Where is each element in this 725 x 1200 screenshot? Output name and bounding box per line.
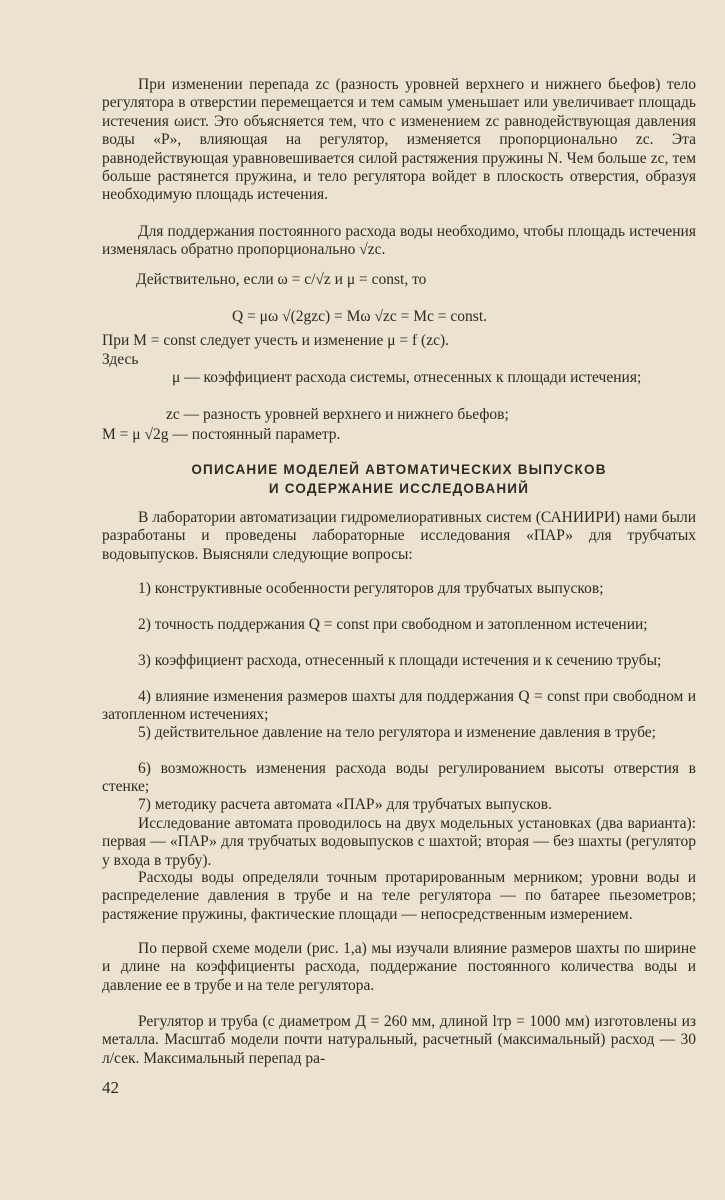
formula-m-const: При M = const следует учесть и изменение μ = f (zс). [102, 332, 450, 349]
section-heading-line-2: И СОДЕРЖАНИЕ ИССЛЕДОВАНИЙ [268, 481, 530, 496]
formula-omega: Действительно, если ω = c/√z и μ = const, то [136, 271, 427, 288]
list-item-5: 5) действительное давление на тело регулятора и изменение давления в трубе; [138, 724, 656, 741]
paragraph-first-scheme: По первой схеме модели (рис. 1,а) мы изучали влияние размеров шахты по ширине и длине на коэффициенты расхода, поддержание постоянного количества воды и давление ее в трубе и на теле регулятора. [102, 940, 696, 994]
definition-zc: zс — разность уровней верхнего и нижнего бьефов; [166, 406, 509, 423]
definition-mu: μ — коэффициент расхода системы, отнесенных к площади истечения; [172, 369, 642, 386]
section-heading-line-1: ОПИСАНИЕ МОДЕЛЕЙ АВТОМАТИЧЕСКИХ ВЫПУСКОВ [191, 462, 607, 477]
paragraph-lab-research: В лаборатории автоматизации гидромелиоративных систем (САНИИРИ) нами были разработаны и проведены лабораторные исследования «ПАР» для трубчатых водовыпусков. Выясняли следующие вопросы: [102, 509, 696, 563]
paragraph-regulator-operation: При изменении перепада zс (разность уровней верхнего и нижнего бьефов) тело регулятора в отверстии перемещается и тем самым уменьшает или увеличивает площадь истечения ωист. Это объясняется тем, что с изменением zс равнодействующая давления воды «P», влияющая на регулятор, изменяется пропорционально zс. Эта равнодействующая уравновешивается силой растяжения пружины N. Чем больше zс, тем больше растянется пружина, и тело регулятора войдет в плоскость отверстия, образуя необходимую площадь истечения. [102, 76, 696, 204]
paragraph-measurements: Расходы воды определяли точным протарированным мерником; уровни воды и распределение давления в трубе и на теле регулятора — по батарее пьезометров; растяжение пружины, фактические площади — непосредственным измерением. [102, 869, 696, 923]
list-item-1: 1) конструктивные особенности регуляторов для трубчатых выпусков; [138, 580, 604, 597]
paragraph-two-variants: Исследование автомата проводилось на двух модельных установках (два варианта): первая — «ПАР» для трубчатых водовыпусков с шахтой; вторая — без шахты (регулятор у входа в трубу). [102, 815, 696, 869]
definition-m: M = μ √2g — постоянный параметр. [102, 426, 341, 443]
list-item-3: 3) коэффициент расхода, отнесенный к площади истечения и к сечению трубы; [138, 652, 662, 669]
where-label: Здесь [102, 351, 139, 368]
paragraph-constant-flow: Для поддержания постоянного расхода воды необходимо, чтобы площадь истечения изменялась обратно пропорционально √zс. [102, 223, 696, 259]
list-item-4: 4) влияние изменения размеров шахты для поддержания Q = const при свободном и затопленном истечениях; [102, 688, 696, 724]
formula-discharge: Q = μω √(2gzс) = Mω √zс = Mc = const. [232, 308, 488, 325]
paragraph-regulator-pipe: Регулятор и труба (с диаметром Д = 260 мм, длиной lтр = 1000 мм) изготовлены из металла. Масштаб модели почти натуральный, расчетный (максимальный) расход — 30 л/сек. Максимальный перепад ра- [102, 1013, 696, 1067]
list-item-2: 2) точность поддержания Q = const при свободном и затопленном истечении; [138, 616, 648, 633]
page-number: 42 [102, 1078, 119, 1097]
list-item-6: 6) возможность изменения расхода воды регулированием высоты отверстия в стенке; [102, 760, 696, 796]
list-item-7: 7) методику расчета автомата «ПАР» для трубчатых выпусков. [138, 796, 552, 813]
